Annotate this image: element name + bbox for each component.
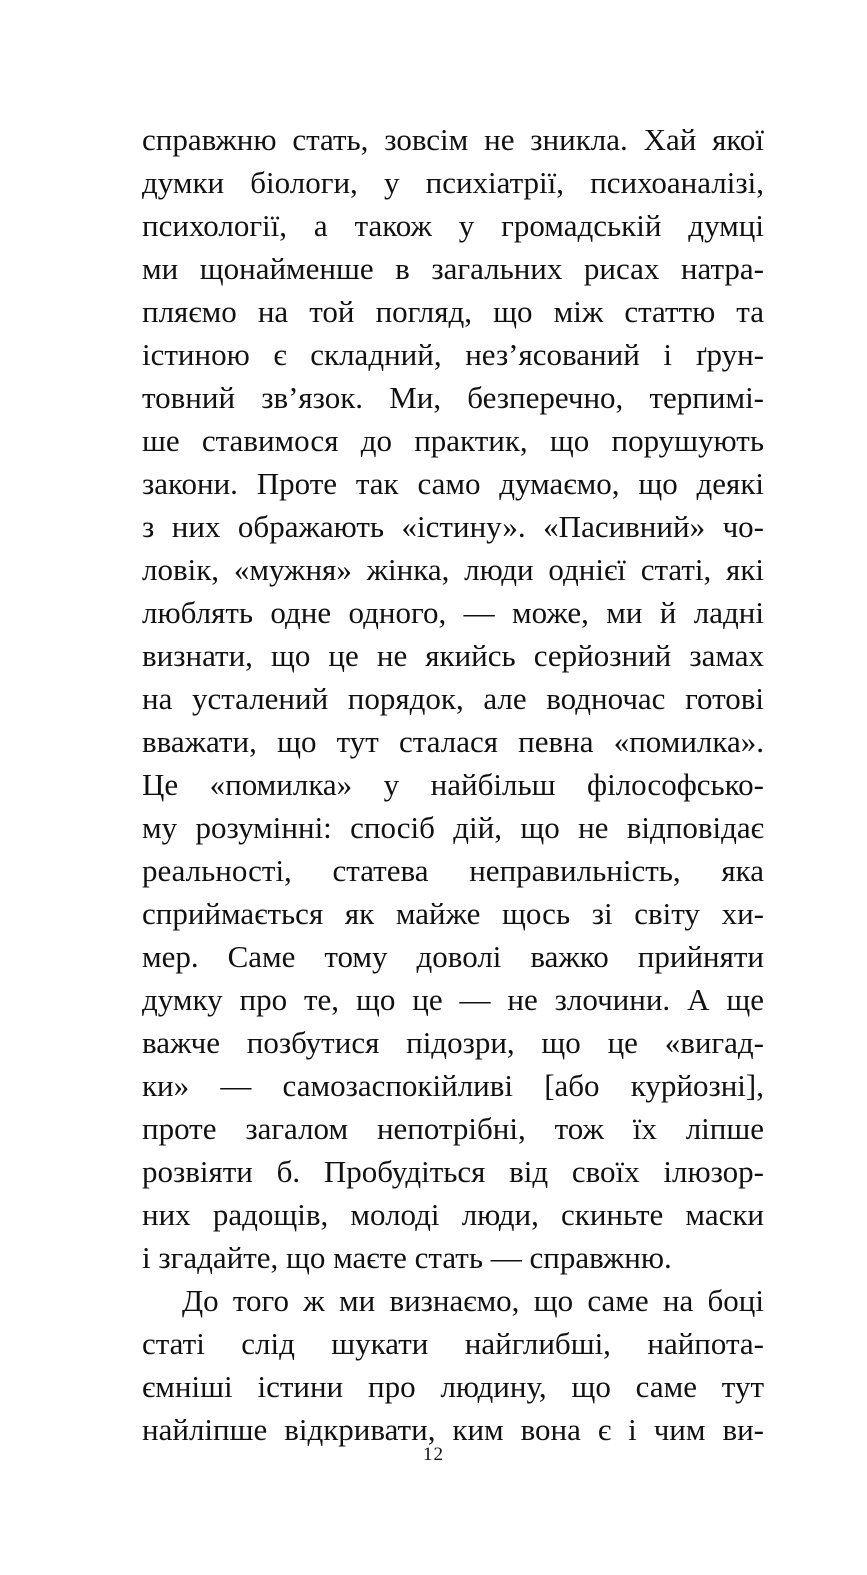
- text-line: пляємо на той погляд, що між статтю та: [142, 294, 764, 329]
- text-line: статі слід шукати найглибші, найпота-: [142, 1326, 764, 1361]
- text-line: психології, а також у громадській думці: [142, 208, 764, 243]
- text-line: і згадайте, що маєте стать — справжню.: [142, 1240, 672, 1275]
- text-line: ємніші істини про людину, що саме тут: [142, 1369, 764, 1404]
- paragraph-2: [142, 1279, 764, 1451]
- text-line: сприймається як майже щось зі світу хи-: [142, 896, 764, 931]
- text-line: розвіяти б. Пробудіться від своїх ілюзор-: [142, 1154, 764, 1189]
- text-line: з них ображають «істину». «Пасивний» чо-: [142, 509, 764, 544]
- text-line: До того ж ми визнаємо, що саме на боці: [182, 1283, 764, 1318]
- text-line: мер. Саме тому доволі важко прийняти: [142, 939, 764, 974]
- text-line: ки» — самозаспокійливі [або курйозні],: [142, 1068, 764, 1103]
- text-line: найліпше відкривати, ким вона є і чим ви-: [142, 1412, 764, 1447]
- text-line: проте загалом непотрібні, тож їх ліпше: [142, 1111, 764, 1146]
- text-line: важче позбутися підозри, що це «вигад-: [142, 1025, 764, 1060]
- text-line: ловік, «мужня» жінка, люди однієї статі, які: [142, 552, 764, 587]
- text-line: вважати, що тут сталася певна «помилка».: [142, 724, 764, 759]
- text-line: думки біологи, у психіатрії, психоаналізі,: [142, 165, 764, 200]
- text-line: ше ставимося до практик, що порушують: [142, 423, 764, 458]
- text-line: товний зв’язок. Ми, безперечно, терпимі-: [142, 380, 764, 415]
- text-line: них радощів, молоді люди, скиньте маски: [142, 1197, 764, 1232]
- text-line: закони. Проте так само думаємо, що деякі: [142, 466, 764, 501]
- body-text: [142, 118, 764, 1451]
- paragraph-1: [142, 118, 764, 1279]
- text-line: на усталений порядок, але водночас готові: [142, 681, 764, 716]
- text-line: істиною є складний, нез’ясований і ґрун-: [142, 337, 764, 372]
- text-line: ми щонайменше в загальних рисах натра-: [142, 251, 764, 286]
- page-number: 12: [423, 1444, 444, 1465]
- text-line: думку про те, що це — не злочини. А ще: [142, 982, 764, 1017]
- text-line: визнати, що це не якийсь серйозний замах: [142, 638, 764, 673]
- text-line: му розумінні: спосіб дій, що не відповідає: [142, 810, 764, 845]
- text-line: реальності, статева неправильність, яка: [142, 853, 764, 888]
- text-line: Це «помилка» у найбільш філософсько-: [142, 767, 764, 802]
- text-line: люблять одне одного, — може, ми й ладні: [142, 595, 764, 630]
- text-line: справжню стать, зовсім не зникла. Хай якої: [142, 122, 764, 157]
